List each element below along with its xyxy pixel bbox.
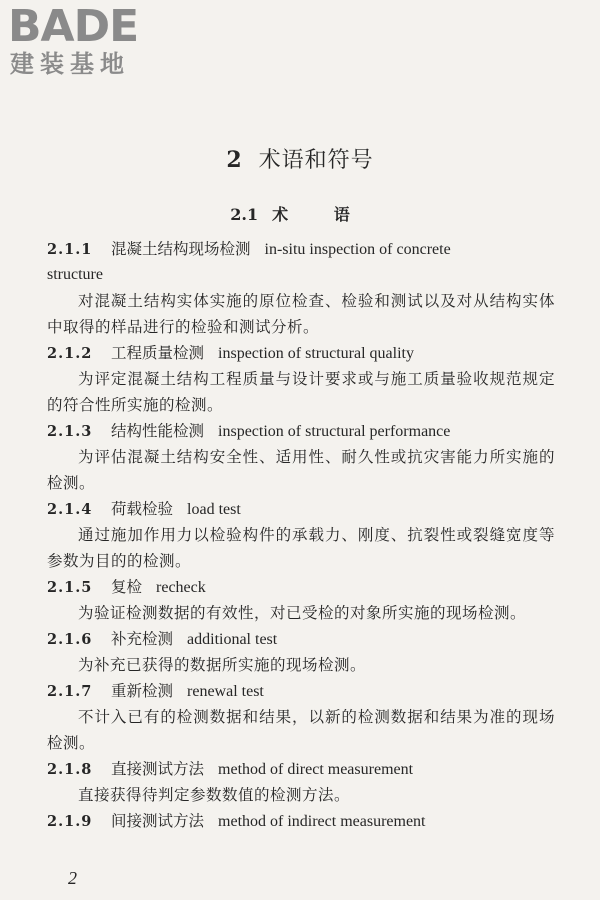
term-number: 2.1.9 — [47, 813, 93, 830]
term-heading — [47, 808, 555, 834]
term-english: additional test — [187, 631, 278, 648]
section-title-text: 术 语 — [272, 205, 370, 224]
logo-wordmark: BADE — [8, 1, 139, 52]
term-definition: 通过施加作用力以检验构件的承载力、刚度、抗裂性或裂缝宽度等参数为目的的检测。 — [47, 526, 555, 570]
term-english: method of indirect measurement — [218, 813, 426, 830]
term-chinese: 荷载检验 — [111, 500, 174, 518]
term-number: 2.1.1 — [47, 241, 93, 258]
term-heading — [47, 340, 555, 366]
term-number: 2.1.4 — [47, 501, 93, 518]
term-chinese: 复检 — [111, 578, 143, 596]
term-item — [47, 236, 555, 340]
term-item — [47, 574, 555, 626]
term-definition: 直接获得待判定参数数值的检测方法。 — [78, 786, 351, 804]
term-english: load test — [187, 501, 241, 518]
term-chinese: 工程质量检测 — [111, 344, 205, 362]
term-chinese: 间接测试方法 — [111, 812, 205, 830]
term-definition: 为补充已获得的数据所实施的现场检测。 — [78, 656, 367, 674]
term-english: recheck — [156, 579, 206, 596]
term-definition: 不计入已有的检测数据和结果，以新的检测数据和结果为准的现场检测。 — [47, 708, 555, 752]
term-chinese: 补充检测 — [111, 630, 174, 648]
term-definition: 为评估混凝土结构安全性、适用性、耐久性或抗灾害能力所实施的检测。 — [47, 448, 555, 492]
term-item — [47, 340, 555, 418]
term-definition: 为验证检测数据的有效性，对已受检的对象所实施的现场检测。 — [78, 604, 527, 622]
term-definition: 对混凝土结构实体实施的原位检查、检验和测试以及对从结构实体中取得的样品进行的检验和测试分析。 — [47, 292, 555, 336]
term-chinese: 混凝土结构现场检测 — [111, 240, 251, 258]
term-item — [47, 626, 555, 678]
term-number: 2.1.6 — [47, 631, 93, 648]
page-number: 2 — [68, 868, 77, 888]
term-english: inspection of structural quality — [218, 345, 414, 362]
term-number: 2.1.5 — [47, 579, 93, 596]
terms-list — [47, 236, 555, 834]
term-definition: 为评定混凝土结构工程质量与设计要求或与施工质量验收规范规定的符合性所实施的检测。 — [47, 370, 555, 414]
term-item — [47, 418, 555, 496]
term-item — [47, 496, 555, 574]
term-item — [47, 808, 555, 834]
term-number: 2.1.8 — [47, 761, 93, 778]
term-item — [47, 756, 555, 808]
chapter-title — [0, 143, 600, 174]
term-heading — [47, 418, 555, 444]
term-chinese: 重新检测 — [111, 682, 174, 700]
term-heading — [47, 678, 555, 704]
term-english: inspection of structural performance — [218, 423, 451, 440]
section-title — [0, 202, 600, 225]
term-english: method of direct measurement — [218, 761, 414, 778]
term-heading — [47, 496, 555, 522]
chapter-number: 2 — [226, 147, 243, 173]
logo-subtitle: 建装基地 — [10, 50, 130, 78]
term-heading — [47, 756, 555, 782]
bade-logo — [8, 1, 178, 78]
term-english: renewal test — [187, 683, 264, 700]
term-heading — [47, 574, 555, 600]
term-number: 2.1.2 — [47, 345, 93, 362]
term-item — [47, 678, 555, 756]
term-english-continued: structure — [47, 266, 103, 283]
term-chinese: 结构性能检测 — [111, 422, 205, 440]
term-english: in-situ inspection of concrete — [264, 241, 451, 258]
term-number: 2.1.3 — [47, 423, 93, 440]
chapter-title-text: 术语和符号 — [258, 148, 374, 173]
term-number: 2.1.7 — [47, 683, 93, 700]
section-number: 2.1 — [230, 205, 259, 224]
term-heading — [47, 236, 555, 262]
term-chinese: 直接测试方法 — [111, 760, 205, 778]
term-heading — [47, 626, 555, 652]
